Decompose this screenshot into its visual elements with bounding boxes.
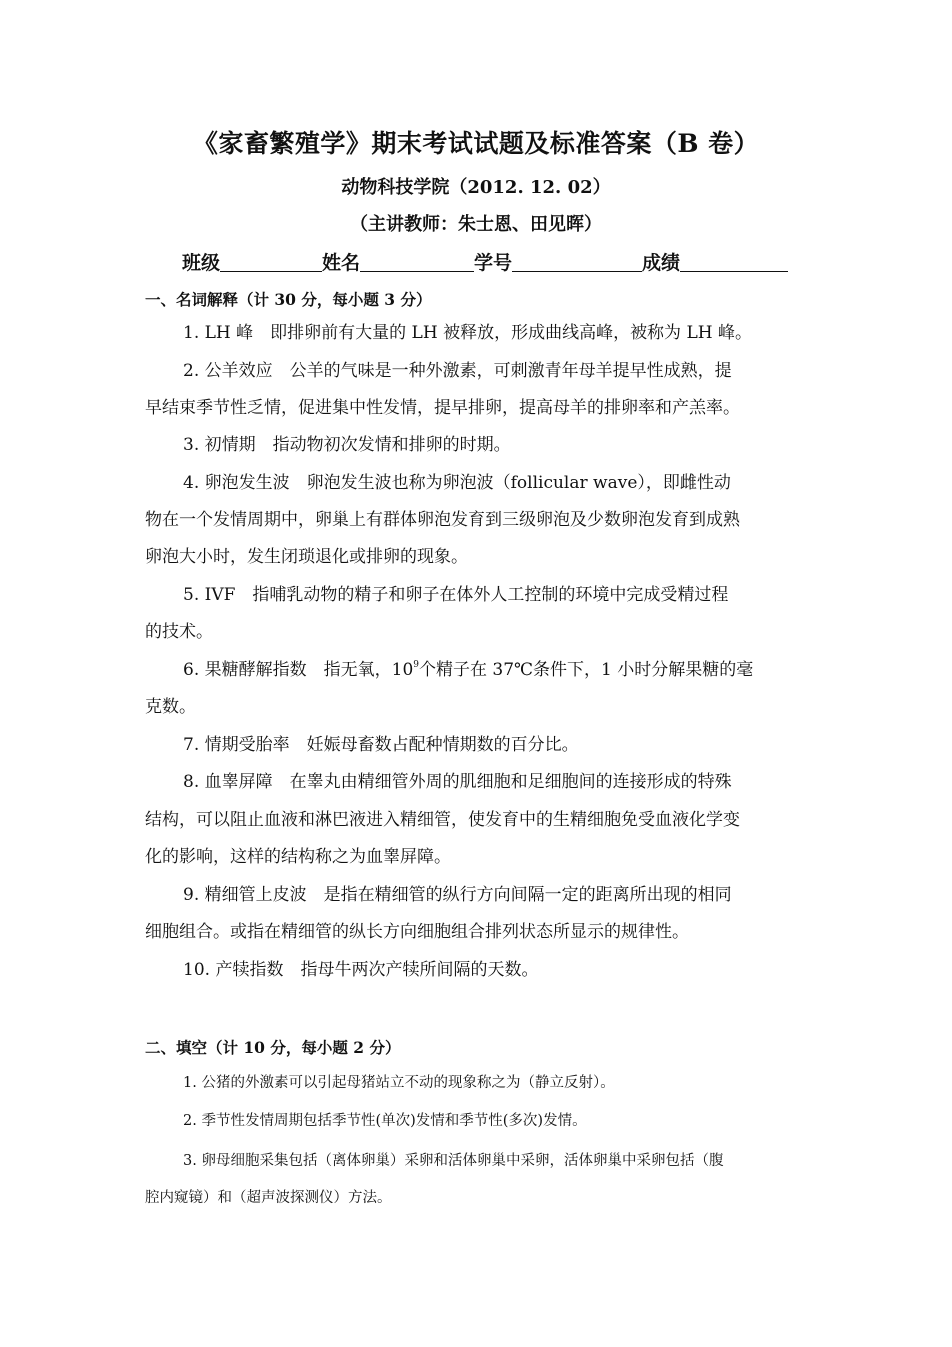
college-date: 动物科技学院（2012. 12. 02）: [341, 177, 611, 198]
term-line: 物在一个发情周期中，卵巢上有群体卵泡发育到三级卵泡及少数卵泡发育到成熟: [145, 510, 740, 530]
term-line: 4. 卵泡发生波 卵泡发生波也称为卵泡波（follicular wave），即雌性动: [183, 473, 731, 493]
fill-line: 3. 卵母细胞采集包括（离体卵巢）采卵和活体卵巢中采卵，活体卵巢中采卵包括（腹: [183, 1153, 724, 1169]
term-line: 8. 血睾屏障 在睾丸由精细管外周的肌细胞和足细胞间的连接形成的特殊: [183, 772, 732, 792]
name-label: 姓名: [322, 252, 361, 274]
term-line: 化的影响，这样的结构称之为血睾屏障。: [145, 847, 451, 867]
student-id-blank[interactable]: [512, 251, 642, 272]
teachers-line: （主讲教师：朱士恩、田见晖）: [350, 214, 602, 235]
class-label: 班级: [182, 252, 221, 274]
term6-after: 个精子在 37℃条件下，1 小时分解果糖的毫: [419, 660, 754, 680]
fill-line: 腔内窥镜）和（超声波探测仪）方法。: [145, 1190, 392, 1206]
section1-heading: 一、名词解释（计 30 分，每小题 3 分）: [145, 290, 432, 309]
term-line: 10. 产犊指数 指母牛两次产犊所间隔的天数。: [183, 960, 539, 980]
score-blank[interactable]: [680, 251, 788, 272]
section2-heading: 二、填空（计 10 分，每小题 2 分）: [145, 1038, 401, 1057]
term-line: 克数。: [145, 697, 196, 717]
student-info-row: [182, 248, 788, 275]
term-line: 1. LH 峰 即排卵前有大量的 LH 被释放，形成曲线高峰，被称为 LH 峰。: [183, 323, 752, 343]
document-title: 《家畜繁殖学》期末考试试题及标准答案（B 卷）: [192, 129, 760, 158]
term-line: 3. 初情期 指动物初次发情和排卵的时期。: [183, 435, 511, 455]
term-line: 5. IVF 指哺乳动物的精子和卵子在体外人工控制的环境中完成受精过程: [183, 585, 729, 605]
fill-line: 2. 季节性发情周期包括季节性(单次)发情和季节性(多次)发情。: [183, 1113, 587, 1129]
term-line: 9. 精细管上皮波 是指在精细管的纵行方向间隔一定的距离所出现的相同: [183, 885, 732, 905]
term6-before: 6. 果糖酵解指数 指无氧，10: [183, 660, 414, 680]
exponent: 9: [413, 660, 419, 670]
term-line: 7. 情期受胎率 妊娠母畜数占配种情期数的百分比。: [183, 735, 579, 755]
score-label: 成绩: [642, 252, 681, 274]
term-line: 的技术。: [145, 622, 213, 642]
term-line: 2. 公羊效应 公羊的气味是一种外激素，可刺激青年母羊提早性成熟，提: [183, 361, 732, 381]
name-blank[interactable]: [360, 251, 474, 272]
term-line: 结构，可以阻止血液和淋巴液进入精细管，使发育中的生精细胞免受血液化学变: [145, 810, 740, 830]
fill-line: 1. 公猪的外激素可以引起母猪站立不动的现象称之为（静立反射）。: [183, 1075, 615, 1091]
term-line: 早结束季节性乏情，促进集中性发情，提早排卵，提高母羊的排卵率和产羔率。: [145, 398, 740, 418]
term-line-6: [183, 659, 815, 681]
term-line: 细胞组合。或指在精细管的纵长方向细胞组合排列状态所显示的规律性。: [145, 922, 689, 942]
student-id-label: 学号: [474, 252, 513, 274]
class-blank[interactable]: [220, 251, 322, 272]
term-line: 卵泡大小时，发生闭琐退化或排卵的现象。: [145, 547, 468, 567]
